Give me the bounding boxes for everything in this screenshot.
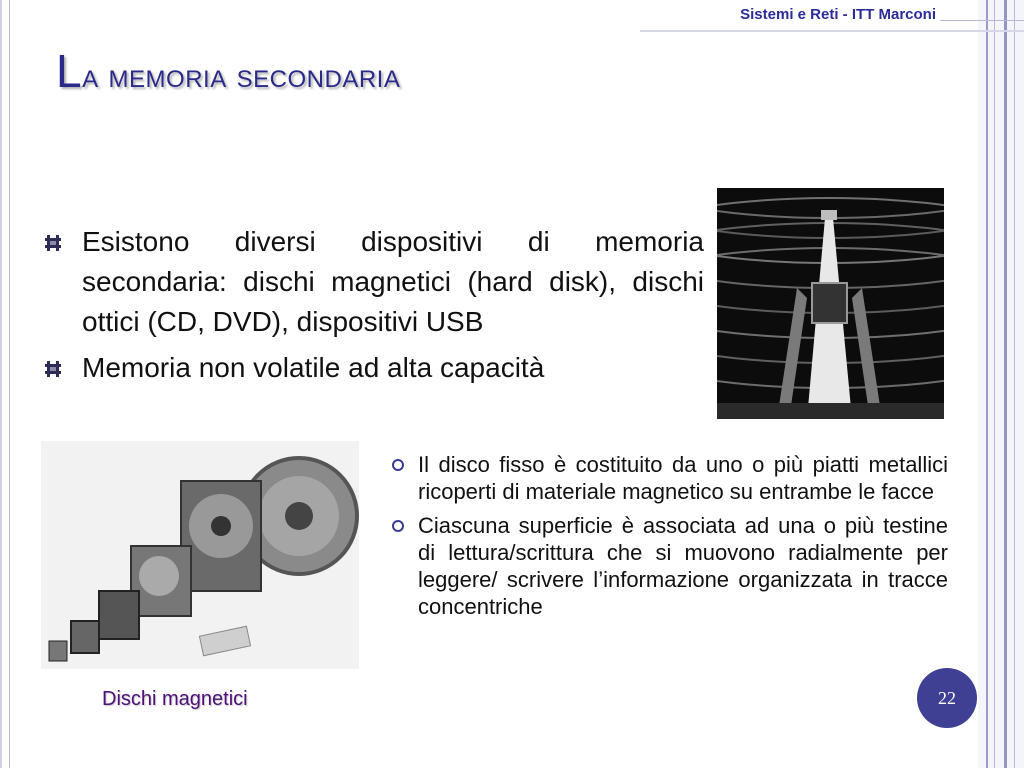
ring-bullet-icon — [392, 459, 404, 471]
detail-bullet-item — [390, 512, 948, 620]
hash-bullet-icon — [44, 234, 62, 252]
main-bullet-text: Memoria non volatile ad alta capacità — [82, 352, 545, 383]
hash-bullet-icon — [44, 360, 62, 378]
detail-bullet-list — [390, 451, 948, 627]
ring-bullet-icon — [392, 520, 404, 532]
detail-bullet-text: Ciascuna superficie è associata ad una o più testine di lettura/scrittura che si muovono radialmente per leggere/ scrivere l’informazione organizzata in tracce concentriche — [418, 513, 948, 619]
frame-line-left-outer — [0, 0, 2, 768]
slide-title-rest: a memoria secondaria — [82, 57, 401, 95]
page-number: 22 — [938, 687, 956, 708]
slide-title — [56, 44, 400, 98]
frame-line-right-3 — [1004, 0, 1007, 768]
frame-line-right-1 — [986, 0, 988, 768]
slide-title-initial: L — [56, 45, 83, 97]
main-bullet-item — [44, 348, 704, 388]
hard-disk-head-photo — [717, 188, 944, 419]
frame-line-right-2 — [994, 0, 995, 768]
frame-line-right-4 — [1014, 0, 1015, 768]
detail-bullet-item — [390, 451, 948, 505]
course-header: Sistemi e Reti - ITT Marconi — [740, 6, 936, 23]
main-bullet-text: Esistono diversi dispositivi di memoria secondaria: dischi magnetici (hard disk), dischi ottici (CD, DVD), dispositivi USB — [82, 226, 704, 337]
header-rule-2 — [940, 20, 1024, 21]
detail-bullet-text: Il disco fisso è costituito da uno o più piatti metallici ricoperti di materiale magnetico su entrambe le facce — [418, 452, 948, 504]
main-bullet-list — [44, 222, 704, 394]
header-rule-1 — [640, 30, 1024, 32]
page-number-badge — [917, 668, 977, 728]
image-caption: Dischi magnetici — [102, 688, 248, 710]
main-bullet-item — [44, 222, 704, 342]
frame-line-left-inner — [9, 0, 10, 768]
hard-disks-collection-photo — [41, 441, 359, 669]
frame-right-band — [978, 0, 1024, 768]
